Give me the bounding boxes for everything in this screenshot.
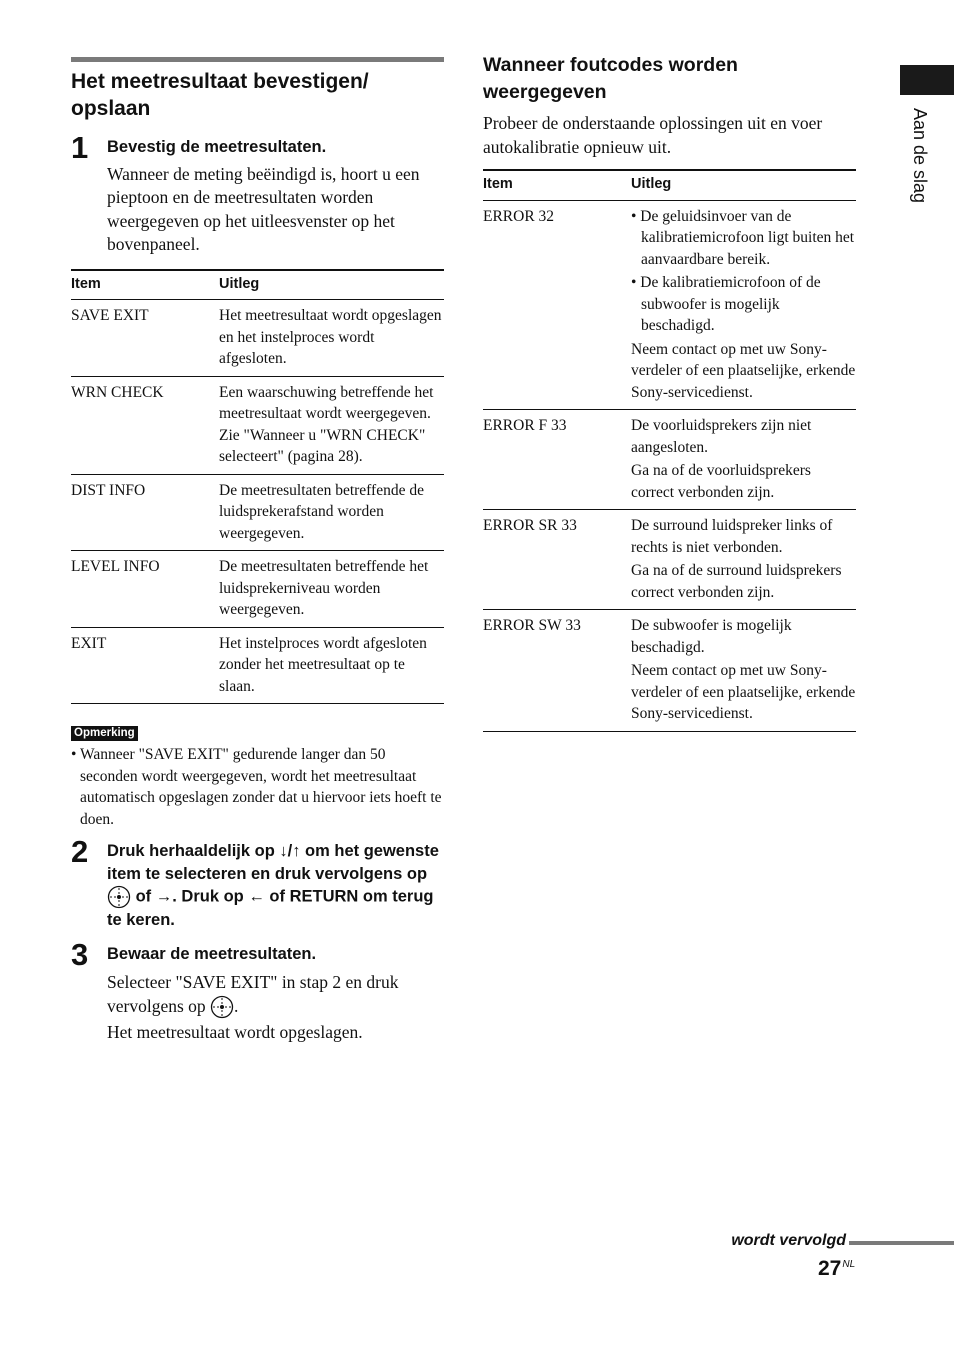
row-line: De surround luidspreker links of rechts is niet verbonden. xyxy=(631,517,833,556)
page-number xyxy=(818,1257,855,1281)
table-header-item: Item xyxy=(483,170,631,200)
note-label: Opmerking xyxy=(71,726,138,741)
step-heading: Bewaar de meetresultaten. xyxy=(107,944,317,963)
row-line: Neem contact op met uw Sony-verdeler of een plaatselijke, erkende Sony-servicedienst. xyxy=(631,340,856,401)
row-line: • De geluidsinvoer van de kalibratiemicrofoon ligt buiten het aanvaardbare bereik. xyxy=(631,207,855,268)
table-row xyxy=(483,410,856,510)
step-3 xyxy=(71,936,444,1045)
table-row xyxy=(71,300,444,377)
step-body-result: Het meetresultaat wordt opgeslagen. xyxy=(107,1022,363,1043)
row-line: De subwoofer is mogelijk beschadigd. xyxy=(631,617,792,656)
step-2 xyxy=(71,834,444,932)
row-item: ERROR 32 xyxy=(483,200,631,410)
left-column xyxy=(71,57,444,1045)
step-heading: Bevestig de meetresultaten. xyxy=(107,138,327,156)
row-line: Ga na of de voorluidsprekers correct verbonden zijn. xyxy=(631,462,811,501)
row-line: De voorluidsprekers zijn niet aangesloten. xyxy=(631,417,812,456)
step-1 xyxy=(71,130,444,257)
step-number: 1 xyxy=(71,130,89,165)
row-text: De meetresultaten betreffende het luidsprekerniveau worden weergegeven. xyxy=(219,551,444,628)
row-item: ERROR SR 33 xyxy=(483,510,631,610)
section-title: Wanneer foutcodes worden weergegeven xyxy=(483,54,738,103)
table-row xyxy=(483,200,856,410)
continued-label: wordt vervolgd xyxy=(731,1232,846,1249)
step-heading-part-a: Druk herhaaldelijk op ↓/↑ om het gewenste item te selecteren en druk vervolgens op xyxy=(107,842,439,883)
enter-button-icon xyxy=(107,885,131,909)
intro-text: Probeer de onderstaande oplossingen uit en voer autokalibratie opnieuw uit. xyxy=(483,113,823,157)
step-number: 2 xyxy=(71,834,89,869)
step-heading xyxy=(107,840,444,932)
error-table xyxy=(483,169,856,732)
row-text: Het instelproces wordt afgesloten zonder het meetresultaat op te slaan. xyxy=(219,627,444,704)
row-item: LEVEL INFO xyxy=(71,551,219,628)
row-text xyxy=(631,510,856,610)
item-table xyxy=(71,269,444,705)
row-line: • De kalibratiemicrofoon of de subwoofer is mogelijk beschadigd. xyxy=(631,274,821,334)
section-title: Het meetresultaat bevestigen/ opslaan xyxy=(71,70,369,120)
row-text: Een waarschuwing betreffende het meetresultaat wordt weergegeven. Zie "Wanneer u "WRN CHECK" selecteert" (pagina 28). xyxy=(219,376,444,474)
row-item: ERROR SW 33 xyxy=(483,610,631,732)
step-body: Wanneer de meting beëindigd is, hoort u een pieptoon en de meetresultaten worden weergegeven op het uitleesvenster op het bovenpaneel. xyxy=(107,163,420,254)
table-row xyxy=(71,376,444,474)
note-block xyxy=(71,723,444,830)
note-text: • Wanneer "SAVE EXIT" gedurende langer dan 50 seconden wordt weergegeven, wordt het meetresultaat automatisch opgeslagen zonder dat u hiervoor iets hoeft te doen. xyxy=(71,746,442,828)
step-body-part-a: Selecteer "SAVE EXIT" in stap 2 en druk vervolgens op xyxy=(107,972,399,1016)
row-text xyxy=(631,410,856,510)
side-tab-text: Aan de slag xyxy=(910,108,930,204)
row-item: EXIT xyxy=(71,627,219,704)
row-item: ERROR F 33 xyxy=(483,410,631,510)
row-line: Neem contact op met uw Sony-verdeler of een plaatselijke, erkende Sony-servicedienst. xyxy=(631,662,856,722)
side-tab-label xyxy=(906,108,934,238)
section-tab-marker xyxy=(900,65,954,95)
row-text xyxy=(631,610,856,732)
row-line: Ga na of de surround luidsprekers correct verbonden zijn. xyxy=(631,562,842,601)
continued-bar xyxy=(849,1241,954,1245)
step-body xyxy=(107,971,444,1045)
enter-button-icon xyxy=(210,995,234,1019)
table-header-uitleg: Uitleg xyxy=(219,270,444,300)
row-text: Het meetresultaat wordt opgeslagen en het instelproces wordt afgesloten. xyxy=(219,300,444,377)
table-row xyxy=(71,551,444,628)
row-item: SAVE EXIT xyxy=(71,300,219,377)
row-text xyxy=(631,200,856,410)
step-number: 3 xyxy=(71,936,89,972)
step-heading-part-b: of →. Druk op ← of RETURN om terug te keren. xyxy=(107,887,434,929)
page-suffix: NL xyxy=(842,1259,856,1270)
table-row xyxy=(483,510,856,610)
step-body-part-b: . xyxy=(234,995,239,1016)
row-item: DIST INFO xyxy=(71,474,219,551)
table-row xyxy=(71,627,444,704)
table-row xyxy=(71,474,444,551)
table-header-uitleg: Uitleg xyxy=(631,170,856,200)
row-item: WRN CHECK xyxy=(71,376,219,474)
right-column xyxy=(483,52,856,732)
row-text: De meetresultaten betreffende de luidsprekerafstand worden weergegeven. xyxy=(219,474,444,551)
page-number-value: 27 xyxy=(818,1257,842,1280)
table-header-item: Item xyxy=(71,270,219,300)
section-rule xyxy=(71,57,444,62)
table-row xyxy=(483,610,856,732)
